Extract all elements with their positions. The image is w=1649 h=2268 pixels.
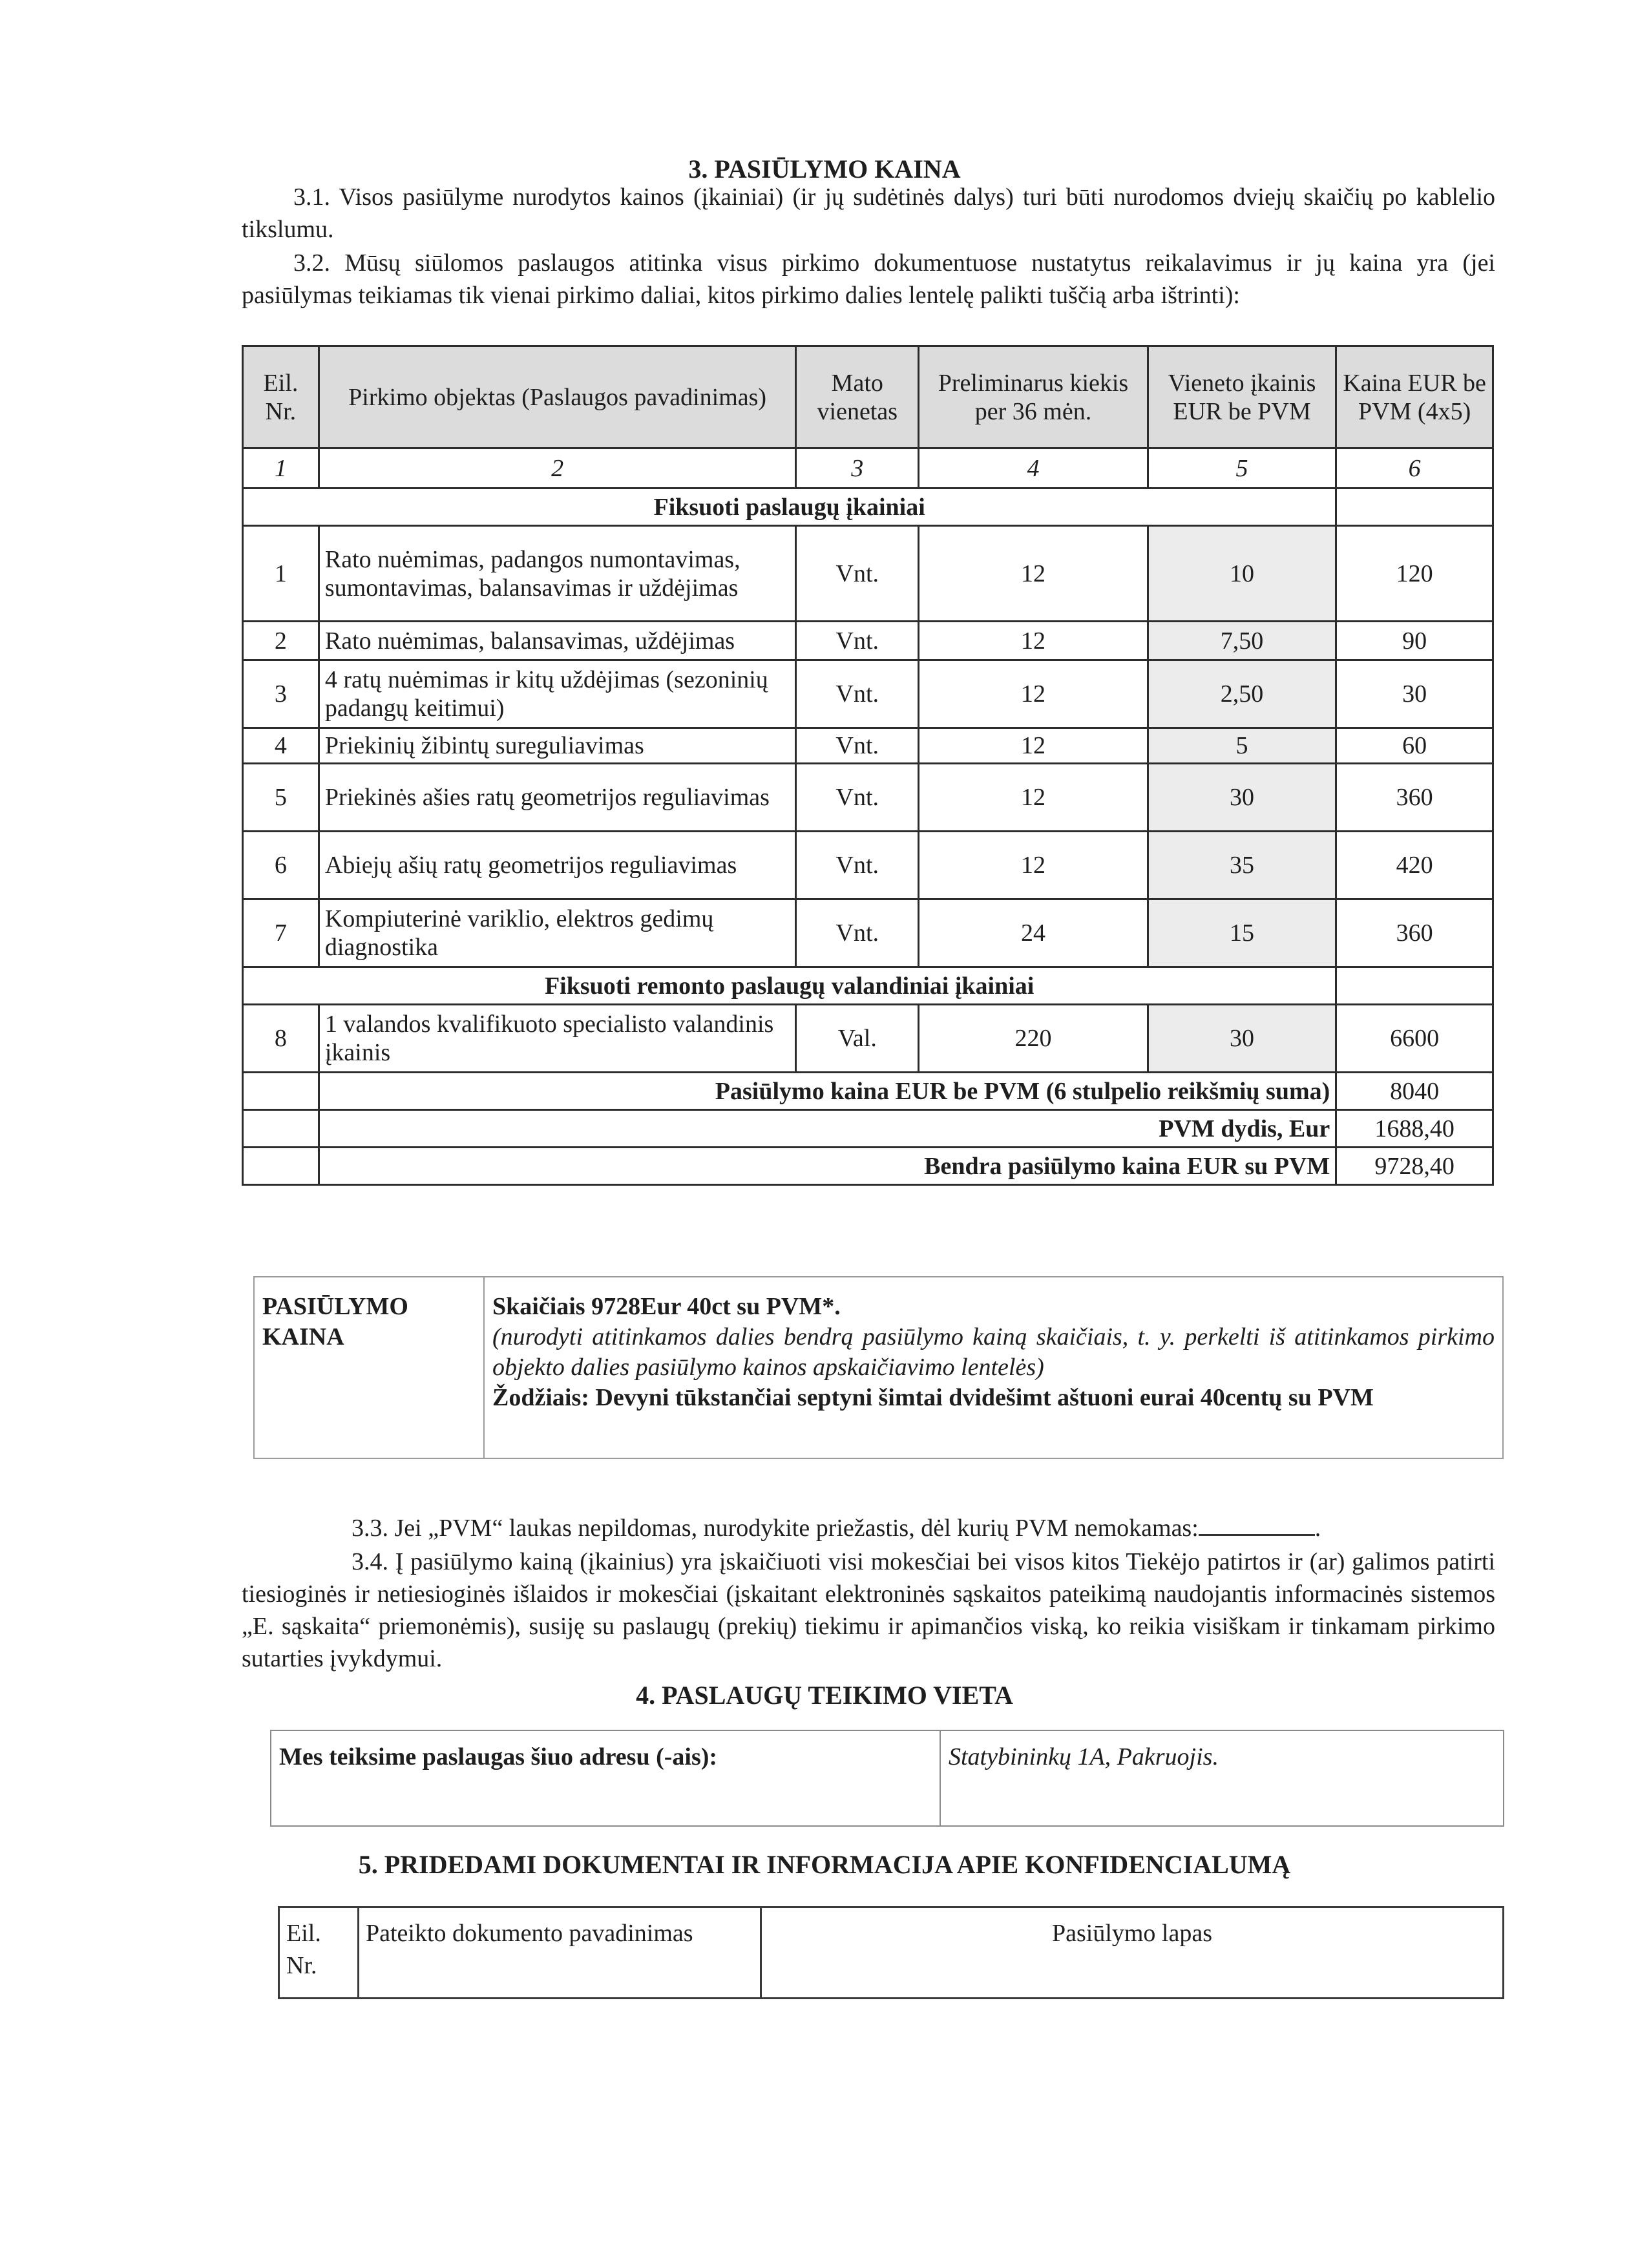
row-name: Priekinių žibintų sureguliavimas — [319, 728, 796, 764]
service-address-value: Statybininkų 1A, Pakruojis. — [940, 1730, 1504, 1826]
offer-numeric: Skaičiais 9728Eur 40ct su PVM*. — [492, 1293, 841, 1320]
row-unit: Vnt. — [796, 899, 919, 967]
col-num-1: 1 — [243, 448, 319, 488]
table-row — [243, 832, 1493, 899]
row-qty: 12 — [919, 660, 1148, 728]
row-nr: 2 — [243, 622, 319, 660]
col-num-6: 6 — [1336, 448, 1493, 488]
row-unit-price: 15 — [1148, 899, 1336, 967]
row-nr: 5 — [243, 764, 319, 832]
table-row — [243, 622, 1493, 660]
documents-table — [278, 1906, 1504, 1999]
table-row — [243, 728, 1493, 764]
row-unit: Vnt. — [796, 832, 919, 899]
paragraph-3-4: 3.4. Į pasiūlymo kainą (įkainius) yra įskaičiuoti visi mokesčiai bei visos kitos Tiekėjo patirtos ir (ar) galimos patirti tiesioginės ir netiesioginės išlaidos ir mokesčiai (įskaitant elektroninės sąskaitos pateikimą naudojantis informacinės sistemos „E. sąskaita“ priemonėmis), susiję su paslaugų (prekių) tiekimu ir apimančios viską, ko reikia visiškam ir tinkamam pirkimo sutarties įvykdymui. — [242, 1548, 1495, 1672]
header-unit-price: Vieneto įkainis EUR be PVM — [1148, 346, 1336, 448]
row-total: 120 — [1336, 526, 1493, 622]
row-nr: 7 — [243, 899, 319, 967]
row-total: 360 — [1336, 764, 1493, 832]
row-qty: 12 — [919, 728, 1148, 764]
row-unit-price: 7,50 — [1148, 622, 1336, 660]
header-quantity: Preliminarus kiekis per 36 mėn. — [919, 346, 1148, 448]
row-name: Rato nuėmimas, balansavimas, uždėjimas — [319, 622, 796, 660]
row-qty: 12 — [919, 832, 1148, 899]
row-unit: Vnt. — [796, 622, 919, 660]
header-total: Kaina EUR be PVM (4x5) — [1336, 346, 1493, 448]
row-qty: 12 — [919, 622, 1148, 660]
group-row-hourly — [243, 967, 1493, 1005]
docs-header-nr: Eil. Nr. — [279, 1907, 359, 1999]
row-qty: 24 — [919, 899, 1148, 967]
section-4-title: 4. PASLAUGŲ TEIKIMO VIETA — [636, 1681, 1013, 1710]
row-unit: Vnt. — [796, 764, 919, 832]
table-row — [243, 764, 1493, 832]
offer-words: Žodžiais: Devyni tūkstančiai septyni šimtai dvidešimt aštuoni eurai 40centų su PVM — [492, 1384, 1374, 1411]
row-unit-price: 5 — [1148, 728, 1336, 764]
header-nr: Eil. Nr. — [243, 346, 319, 448]
row-name: Priekinės ašies ratų geometrijos reguliavimas — [319, 764, 796, 832]
row-nr: 6 — [243, 832, 319, 899]
row-total: 420 — [1336, 832, 1493, 899]
docs-header-page: Pasiūlymo lapas — [761, 1907, 1504, 1999]
group-title: Fiksuoti remonto paslaugų valandiniai įkainiai — [243, 967, 1336, 1005]
paragraph-3-3: 3.3. Jei „PVM“ laukas nepildomas, nurodykite priežastis, dėl kurių PVM nemokamas: . — [352, 1515, 1321, 1542]
group-title: Fiksuoti paslaugų įkainiai — [243, 488, 1336, 526]
row-unit: Vnt. — [796, 526, 919, 622]
table-header-row — [243, 346, 1493, 448]
summary-value: 9728,40 — [1336, 1148, 1493, 1185]
paragraph-3-1: 3.1. Visos pasiūlyme nurodytos kainos (įkainiai) (ir jų sudėtinės dalys) turi būti nurodomos dviejų skaičių po kablelio tikslumu. — [242, 184, 1495, 243]
row-total: 6600 — [1336, 1005, 1493, 1073]
row-total: 360 — [1336, 899, 1493, 967]
row-qty: 12 — [919, 526, 1148, 622]
section-5-title: 5. PRIDEDAMI DOKUMENTAI IR INFORMACIJA APIE KONFIDENCIALUMĄ — [358, 1850, 1291, 1879]
row-name: Abiejų ašių ratų geometrijos reguliavimas — [319, 832, 796, 899]
column-number-row — [243, 448, 1493, 488]
offer-hint: (nurodyti atitinkamos dalies bendrą pasiūlymo kainą skaičiais, t. y. perkelti iš atitinkamos pirkimo objekto dalies pasiūlymo kainos apskaičiavimo lentelės) — [492, 1323, 1495, 1381]
row-unit-price: 35 — [1148, 832, 1336, 899]
col-num-5: 5 — [1148, 448, 1336, 488]
row-name: 4 ratų nuėmimas ir kitų uždėjimas (sezoninių padangų keitimui) — [319, 660, 796, 728]
row-total: 60 — [1336, 728, 1493, 764]
summary-row-net — [243, 1073, 1493, 1110]
row-qty: 220 — [919, 1005, 1148, 1073]
vat-reason-blank — [1199, 1515, 1315, 1536]
col-num-3: 3 — [796, 448, 919, 488]
summary-value: 1688,40 — [1336, 1110, 1493, 1148]
price-table — [242, 345, 1494, 1186]
table-row — [243, 660, 1493, 728]
table-row — [243, 899, 1493, 967]
row-nr: 3 — [243, 660, 319, 728]
summary-label: Pasiūlymo kaina EUR be PVM (6 stulpelio reikšmių suma) — [319, 1073, 1336, 1110]
row-unit-price: 10 — [1148, 526, 1336, 622]
row-nr: 8 — [243, 1005, 319, 1073]
service-address-label: Mes teiksime paslaugas šiuo adresu (-ais): — [271, 1730, 940, 1826]
offer-price-box — [253, 1276, 1504, 1459]
row-unit-price: 2,50 — [1148, 660, 1336, 728]
row-total: 30 — [1336, 660, 1493, 728]
row-qty: 12 — [919, 764, 1148, 832]
summary-label: PVM dydis, Eur — [319, 1110, 1336, 1148]
row-total: 90 — [1336, 622, 1493, 660]
row-name: 1 valandos kvalifikuoto specialisto valandinis įkainis — [319, 1005, 796, 1073]
row-unit: Vnt. — [796, 660, 919, 728]
summary-value: 8040 — [1336, 1073, 1493, 1110]
service-address-box — [270, 1730, 1504, 1827]
row-nr: 4 — [243, 728, 319, 764]
paragraph-3-2: 3.2. Mūsų siūlomos paslaugos atitinka visus pirkimo dokumentuose nustatytus reikalavimus ir jų kaina yra (jei pasiūlymas teikiamas tik vienai pirkimo daliai, kitos pirkimo dalies lentelę palikti tuščią arba ištrinti): — [242, 249, 1495, 309]
row-name: Kompiuterinė variklio, elektros gedimų diagnostika — [319, 899, 796, 967]
row-unit: Val. — [796, 1005, 919, 1073]
offer-label: PASIŪLYMO KAINA — [254, 1277, 484, 1458]
section-3-title: 3. PASIŪLYMO KAINA — [688, 154, 961, 184]
header-object: Pirkimo objektas (Paslaugos pavadinimas) — [319, 346, 796, 448]
summary-label: Bendra pasiūlymo kaina EUR su PVM — [319, 1148, 1336, 1185]
summary-row-gross — [243, 1148, 1493, 1185]
group-row-fixed — [243, 488, 1493, 526]
row-name: Rato nuėmimas, padangos numontavimas, sumontavimas, balansavimas ir uždėjimas — [319, 526, 796, 622]
docs-header-name: Pateikto dokumento pavadinimas — [359, 1907, 761, 1999]
col-num-2: 2 — [319, 448, 796, 488]
row-nr: 1 — [243, 526, 319, 622]
col-num-4: 4 — [919, 448, 1148, 488]
paragraph-3-3-text: 3.3. Jei „PVM“ laukas nepildomas, nurodykite priežastis, dėl kurių PVM nemokamas: — [352, 1515, 1199, 1542]
header-unit: Mato vienetas — [796, 346, 919, 448]
row-unit-price: 30 — [1148, 764, 1336, 832]
row-unit: Vnt. — [796, 728, 919, 764]
table-row — [243, 526, 1493, 622]
row-unit-price: 30 — [1148, 1005, 1336, 1073]
table-row — [243, 1005, 1493, 1073]
summary-row-vat — [243, 1110, 1493, 1148]
